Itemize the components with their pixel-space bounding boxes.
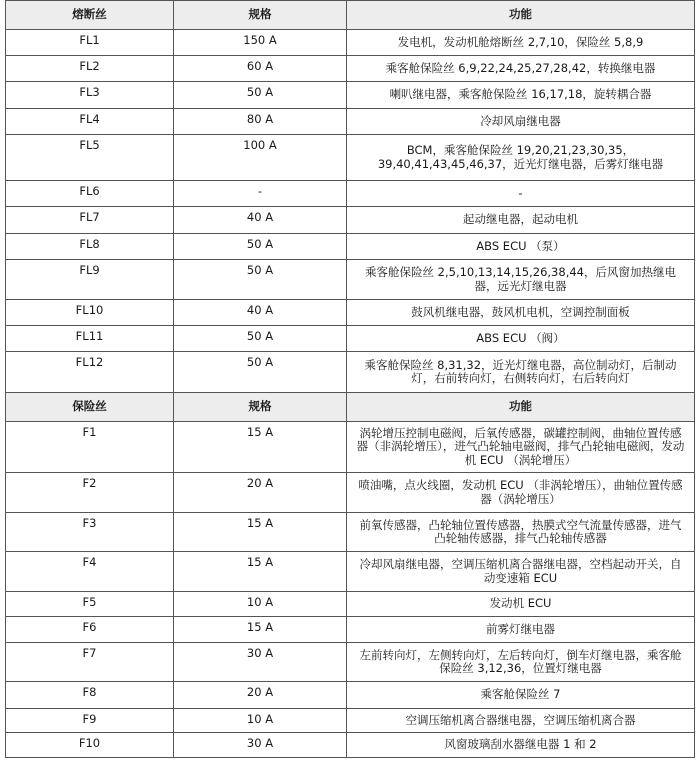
- cell-name: FL11: [6, 326, 174, 352]
- cell-name: FL1: [6, 30, 174, 56]
- cell-function: 发电机，发动机舱熔断丝 2,7,10，保险丝 5,8,9: [347, 30, 695, 56]
- cell-spec: 150 A: [174, 30, 347, 56]
- cell-spec: 50 A: [174, 326, 347, 352]
- cell-function: BCM，乘客舱保险丝 19,20,21,23,30,35，39,40,41,43,45,46,37，近光灯继电器，后雾灯继电器: [347, 135, 695, 181]
- table-row: [6, 643, 695, 682]
- table-row: [6, 352, 695, 393]
- cell-spec: 15 A: [174, 513, 347, 552]
- cell-function: 乘客舱保险丝 2,5,10,13,14,15,26,38,44，后风窗加热继电器，远光灯继电器: [347, 260, 695, 300]
- cell-spec: 20 A: [174, 473, 347, 513]
- table-row: [6, 300, 695, 326]
- cell-function: 冷却风扇继电器: [347, 109, 695, 135]
- cell-spec: 60 A: [174, 56, 347, 82]
- cell-spec: 15 A: [174, 422, 347, 473]
- cell-name: FL10: [6, 300, 174, 326]
- cell-spec: 15 A: [174, 552, 347, 592]
- cell-name: F6: [6, 617, 174, 643]
- fuse-table-body: [6, 422, 695, 758]
- cell-function: 乘客舱保险丝 8,31,32，近光灯继电器，高位制动灯，后制动灯，右前转向灯，右侧转向灯，右后转向灯: [347, 352, 695, 393]
- cell-spec: 40 A: [174, 300, 347, 326]
- table-row: [6, 513, 695, 552]
- cell-spec: 20 A: [174, 682, 347, 709]
- table-row: [6, 234, 695, 260]
- header-fusible-link: 熔断丝: [6, 1, 174, 30]
- cell-function: 冷却风扇继电器，空调压缩机离合器继电器，空档起动开关，自动变速箱 ECU: [347, 552, 695, 592]
- header-function: 功能: [347, 1, 695, 30]
- cell-name: F10: [6, 733, 174, 758]
- cell-name: FL4: [6, 109, 174, 135]
- cell-name: FL6: [6, 181, 174, 207]
- cell-function: 空调压缩机离合器继电器，空调压缩机离合器: [347, 709, 695, 733]
- cell-function: ABS ECU （泵）: [347, 234, 695, 260]
- cell-spec: 10 A: [174, 709, 347, 733]
- cell-spec: 30 A: [174, 733, 347, 758]
- cell-function: 前雾灯继电器: [347, 617, 695, 643]
- table-row: [6, 682, 695, 709]
- cell-spec: 50 A: [174, 352, 347, 393]
- header-function: 功能: [347, 393, 695, 422]
- cell-function: 乘客舱保险丝 6,9,22,24,25,27,28,42，转换继电器: [347, 56, 695, 82]
- table-row: [6, 56, 695, 82]
- table-header-row: [6, 1, 695, 30]
- cell-name: FL3: [6, 82, 174, 109]
- table-row: [6, 326, 695, 352]
- table-row: [6, 473, 695, 513]
- cell-spec: 10 A: [174, 592, 347, 617]
- header-fuse: 保险丝: [6, 393, 174, 422]
- table-row: [6, 30, 695, 56]
- cell-function: 左前转向灯，左侧转向灯，左后转向灯，倒车灯继电器，乘客舱保险丝 3,12,36，位置灯继电器: [347, 643, 695, 682]
- cell-spec: 30 A: [174, 643, 347, 682]
- cell-spec: 50 A: [174, 260, 347, 300]
- cell-function: 发动机 ECU: [347, 592, 695, 617]
- cell-spec: -: [174, 181, 347, 207]
- cell-function: 前氧传感器，凸轮轴位置传感器，热膜式空气流量传感器，进气凸轮轴传感器，排气凸轮轴传感器: [347, 513, 695, 552]
- cell-function: 起动继电器，起动电机: [347, 207, 695, 234]
- cell-spec: 50 A: [174, 82, 347, 109]
- cell-name: F3: [6, 513, 174, 552]
- table-row: [6, 733, 695, 758]
- table-header-row: [6, 393, 695, 422]
- cell-spec: 50 A: [174, 234, 347, 260]
- table-row: [6, 207, 695, 234]
- cell-name: F7: [6, 643, 174, 682]
- table-row: [6, 260, 695, 300]
- cell-function: 风窗玻璃刮水器继电器 1 和 2: [347, 733, 695, 758]
- table-row: [6, 422, 695, 473]
- cell-function: 喷油嘴，点火线圈，发动机 ECU （非涡轮增压），曲轴位置传感器（涡轮增压）: [347, 473, 695, 513]
- table-row: [6, 552, 695, 592]
- cell-name: FL9: [6, 260, 174, 300]
- cell-name: FL7: [6, 207, 174, 234]
- cell-function: 乘客舱保险丝 7: [347, 682, 695, 709]
- fusible-link-table: [5, 0, 695, 393]
- fusible-link-table-body: [6, 30, 695, 393]
- cell-name: FL2: [6, 56, 174, 82]
- cell-name: F8: [6, 682, 174, 709]
- cell-function: ABS ECU （阀）: [347, 326, 695, 352]
- cell-spec: 15 A: [174, 617, 347, 643]
- cell-name: F2: [6, 473, 174, 513]
- table-row: [6, 709, 695, 733]
- header-spec: 规格: [174, 393, 347, 422]
- table-row: [6, 592, 695, 617]
- cell-function: -: [347, 181, 695, 207]
- cell-name: FL12: [6, 352, 174, 393]
- cell-name: F5: [6, 592, 174, 617]
- cell-function: 涡轮增压控制电磁阀，后氧传感器，碳罐控制阀，曲轴位置传感器（非涡轮增压），进气凸轮轴电磁阀，排气凸轮轴电磁阀，发动机 ECU （涡轮增压）: [347, 422, 695, 473]
- cell-name: F4: [6, 552, 174, 592]
- cell-function: 鼓风机继电器，鼓风机电机，空调控制面板: [347, 300, 695, 326]
- table-row: [6, 135, 695, 181]
- cell-spec: 40 A: [174, 207, 347, 234]
- cell-function: 喇叭继电器，乘客舱保险丝 16,17,18，旋转耦合器: [347, 82, 695, 109]
- fuse-table: [5, 392, 695, 758]
- table-row: [6, 181, 695, 207]
- table-row: [6, 109, 695, 135]
- table-row: [6, 82, 695, 109]
- cell-name: FL8: [6, 234, 174, 260]
- cell-spec: 80 A: [174, 109, 347, 135]
- table-row: [6, 617, 695, 643]
- cell-name: FL5: [6, 135, 174, 181]
- header-spec: 规格: [174, 1, 347, 30]
- cell-spec: 100 A: [174, 135, 347, 181]
- cell-name: F1: [6, 422, 174, 473]
- cell-name: F9: [6, 709, 174, 733]
